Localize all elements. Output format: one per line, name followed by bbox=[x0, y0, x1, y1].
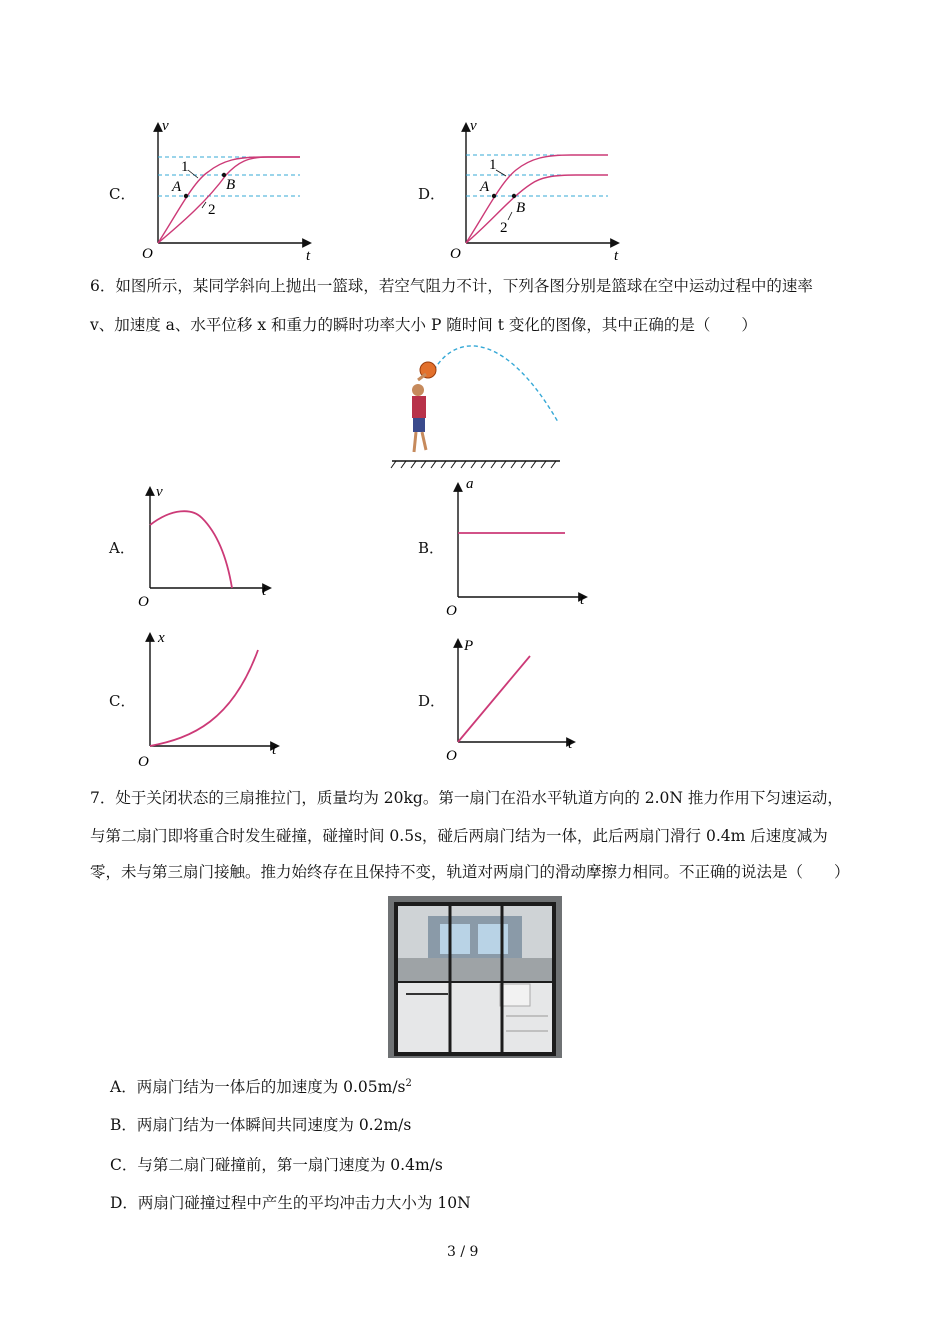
q7-answer-d: D．两扇门碰撞过程中产生的平均冲击力大小为 10N bbox=[110, 1194, 471, 1212]
line-p bbox=[458, 656, 530, 742]
q7-answer-c: C．与第二扇门碰撞前，第一扇门速度为 0.4m/s bbox=[110, 1156, 443, 1174]
q7-line-3: 零，未与第三扇门接触。推力始终存在且保持不变，轨道对两扇门的滑动摩擦力相同。不正确的说法是（ ） bbox=[90, 863, 850, 881]
q6-graph-c bbox=[132, 626, 292, 771]
option-c-label: C． bbox=[109, 185, 136, 203]
trajectory bbox=[434, 346, 558, 422]
curve-1-label: 1 bbox=[489, 157, 497, 173]
axis-label: x bbox=[158, 630, 165, 646]
curve-2-label: 2 bbox=[500, 220, 508, 236]
curve-1 bbox=[158, 157, 300, 243]
origin-label: O bbox=[142, 246, 153, 262]
q6-line-1: 6．如图所示，某同学斜向上抛出一篮球，若空气阻力不计，下列各图分别是篮球在空中运动过程中的速率 bbox=[90, 277, 813, 295]
q6-option-c-label: C． bbox=[109, 692, 136, 710]
q6-option-d-label: D． bbox=[418, 692, 446, 710]
basketball-illustration bbox=[388, 340, 568, 470]
q6-graph-a bbox=[132, 478, 292, 613]
point-a bbox=[184, 194, 188, 198]
q6-graph-d bbox=[440, 632, 600, 767]
axis-v-label: v bbox=[162, 118, 169, 134]
point-b-label: B bbox=[226, 177, 236, 193]
axis-t-label: t bbox=[306, 248, 311, 264]
axis-t-label: t bbox=[580, 592, 585, 608]
origin-label: O bbox=[450, 246, 461, 262]
axis-t-label: t bbox=[614, 248, 619, 264]
origin-label: O bbox=[138, 754, 149, 770]
origin-label: O bbox=[446, 748, 457, 764]
axis-t-label: t bbox=[568, 736, 573, 752]
graph-d-top bbox=[446, 112, 636, 264]
origin-label: O bbox=[138, 594, 149, 610]
point-b-label: B bbox=[516, 200, 526, 216]
axis-label: P bbox=[464, 638, 474, 654]
q6-option-b-label: B． bbox=[418, 539, 445, 557]
axis-t-label: t bbox=[272, 742, 277, 758]
player-shorts-icon bbox=[413, 418, 425, 432]
graph-c-top bbox=[138, 112, 328, 264]
q6-graph-b bbox=[440, 472, 600, 622]
q7-line-1: 7．处于关闭状态的三扇推拉门，质量均为 20kg。第一扇门在沿水平轨道方向的 2.0N 推力作用下匀速运动， bbox=[90, 789, 843, 807]
axis-label: a bbox=[466, 476, 474, 492]
q7-line-2: 与第二扇门即将重合时发生碰撞，碰撞时间 0.5s，碰后两扇门结为一体，此后两扇门滑行 0.4m 后速度减为 bbox=[90, 827, 828, 845]
point-a-label: A bbox=[172, 179, 182, 195]
origin-label: O bbox=[446, 603, 457, 619]
curve-x bbox=[150, 650, 258, 746]
option-d-label: D． bbox=[418, 185, 446, 203]
axis-v-label: v bbox=[470, 118, 477, 134]
sliding-door-photo bbox=[388, 896, 562, 1058]
point-a-label: A bbox=[480, 179, 490, 195]
player-head-icon bbox=[412, 384, 424, 396]
q6-option-a-label: A． bbox=[109, 539, 135, 557]
curve-2-label: 2 bbox=[208, 202, 216, 218]
axis-label: v bbox=[156, 484, 163, 500]
axis-t-label: t bbox=[262, 583, 267, 599]
curve-1-label: 1 bbox=[181, 159, 189, 175]
q7-answer-a-sup: 2 bbox=[405, 1077, 412, 1089]
curve-2 bbox=[158, 157, 300, 243]
q7-answer-a bbox=[110, 1075, 412, 1097]
page-number: 3 / 9 bbox=[447, 1244, 479, 1260]
q7-answer-a-text: A．两扇门结为一体后的加速度为 0.05m/s bbox=[110, 1078, 406, 1096]
q6-line-2: v、加速度 a、水平位移 x 和重力的瞬时功率大小 P 随时间 t 变化的图像，其中正确的是（ ） bbox=[90, 316, 757, 334]
player-shirt-icon bbox=[412, 396, 426, 418]
curve-v bbox=[150, 511, 232, 588]
q7-answer-b: B．两扇门结为一体瞬间共同速度为 0.2m/s bbox=[110, 1116, 412, 1134]
